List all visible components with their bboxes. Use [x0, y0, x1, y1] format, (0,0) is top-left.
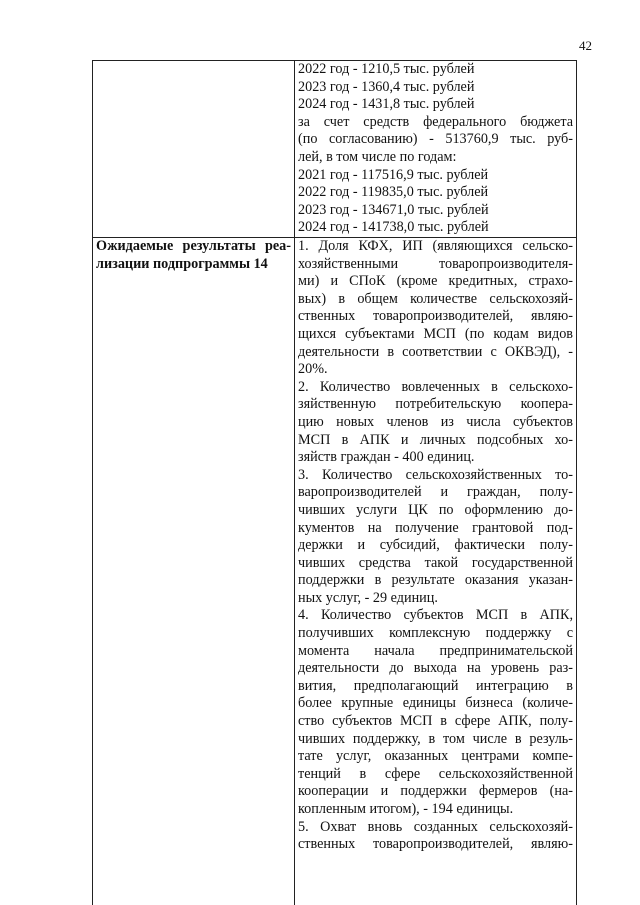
result-line: МСП в АПК и личных подсобных хо-	[298, 431, 573, 448]
result-line: 20%.	[298, 361, 328, 378]
page-number: 42	[579, 38, 592, 53]
result-line: кументов на получение грантовой под-	[298, 519, 573, 536]
result-line: ми) и СПоК (кроме кредитных, страхо-	[298, 273, 573, 290]
funding-line: 2021 год - 117516,9 тыс. рублей	[298, 166, 489, 183]
result-line: ственных товаропроизводителей, являю-	[298, 836, 573, 853]
result-line: вития, предполагающий интеграцию в	[298, 677, 573, 694]
results-row	[93, 238, 577, 905]
result-line: чивших услуги ЦК по оформлению до-	[298, 501, 573, 518]
result-line: варопроизводителей и граждан, полу-	[298, 484, 573, 501]
result-line: 5. Охват вновь созданных сельскохозяй-	[298, 818, 573, 835]
result-line: момента начала предпринимательской	[298, 642, 573, 659]
result-line: щихся субъектами МСП (по кодам видов	[298, 325, 573, 342]
results-label-line: Ожидаемые результаты реа-	[96, 238, 291, 254]
result-line: 3. Количество сельскохозяйственных то-	[298, 466, 573, 483]
result-line: держки и субсидий, фактически полу-	[298, 537, 573, 554]
result-line: ственных товаропроизводителей, являю-	[298, 308, 573, 325]
result-line: 4. Количество субъектов МСП в АПК,	[298, 607, 573, 624]
result-line: хозяйственными товаропроизводителя-	[298, 255, 573, 272]
funding-line: 2024 год - 141738,0 тыс. рублей	[298, 219, 489, 236]
result-line: деятельности до выхода на уровень раз-	[298, 660, 573, 677]
results-label-line: лизации подпрограммы 14	[96, 255, 268, 272]
result-line: получивших комплексную поддержку с	[298, 625, 573, 642]
result-line: тенций в сфере сельскохозяйственной	[298, 765, 573, 782]
result-line: кооперации и поддержки фермеров (на-	[298, 783, 573, 800]
funding-line: 2022 год - 119835,0 тыс. рублей	[298, 184, 489, 201]
result-line: копленным итогом), - 194 единицы.	[298, 801, 514, 817]
funding-line: (по согласованию) - 513760,9 тыс. руб-	[298, 131, 573, 148]
result-line: ство субъектов МСП в сфере АПК, полу-	[298, 713, 573, 730]
funding-value-cell	[295, 61, 577, 238]
results-label-cell	[93, 238, 295, 905]
funding-line: за счет средств федерального бюджета	[298, 113, 573, 130]
result-line: поддержки в результате оказания указан-	[298, 572, 573, 589]
result-line: чивших средства такой государственной	[298, 554, 573, 571]
funding-row	[93, 61, 577, 238]
result-line: ных услуг, - 29 единиц.	[298, 589, 438, 606]
result-line: зяйственную потребительскую коопера-	[298, 396, 573, 413]
funding-line: лей, в том числе по годам:	[298, 148, 457, 165]
result-line: вых) в общем количестве сельскохозяй-	[298, 290, 573, 307]
results-value-cell	[295, 238, 577, 905]
result-line: 1. Доля КФХ, ИП (являющихся сельско-	[298, 238, 573, 254]
funding-label-cell	[93, 61, 295, 238]
result-line: 2. Количество вовлеченных в сельскохо-	[298, 378, 573, 395]
result-line: более крупные единицы бизнеса (количе-	[298, 695, 573, 712]
result-line: цию новых членов из числа субъектов	[298, 413, 573, 430]
funding-line: 2023 год - 134671,0 тыс. рублей	[298, 201, 489, 218]
result-line: чивших поддержку, в том числе в резуль-	[298, 730, 573, 747]
funding-line: 2022 год - 1210,5 тыс. рублей	[298, 61, 475, 77]
result-line: тате услуг, оказанных центрами компе-	[298, 748, 573, 765]
funding-line: 2024 год - 1431,8 тыс. рублей	[298, 96, 475, 113]
result-line: зяйств граждан - 400 единиц.	[298, 449, 475, 466]
passport-table	[92, 60, 577, 905]
funding-line: 2023 год - 1360,4 тыс. рублей	[298, 78, 475, 95]
result-line: деятельности в соответствии с ОКВЭД), -	[298, 343, 573, 360]
